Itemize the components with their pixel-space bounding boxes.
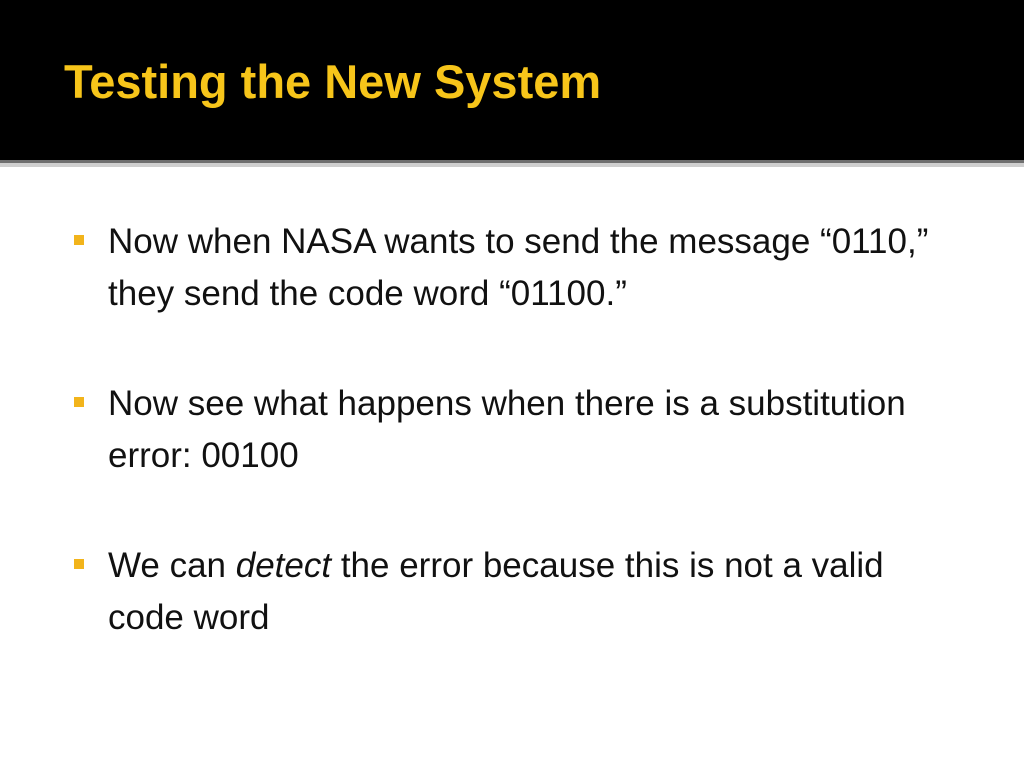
bullet-item-1 <box>74 216 964 320</box>
bullet-item-2 <box>74 378 964 482</box>
bullet-text-1: Now when NASA wants to send the message “0110,” they send the code word “01100.” <box>108 222 929 313</box>
bullet-text-3-after: the error because this is not a valid code word <box>108 546 884 637</box>
slide-title: Testing the New System <box>64 55 602 108</box>
bullet-list <box>74 216 964 702</box>
square-bullet-icon <box>74 559 84 569</box>
bullet-text-3-before: We can <box>108 546 236 585</box>
bullet-text-3 <box>108 546 884 637</box>
bullet-text-2: Now see what happens when there is a substitution error: 00100 <box>108 384 906 475</box>
square-bullet-icon <box>74 397 84 407</box>
square-bullet-icon <box>74 235 84 245</box>
title-divider-light <box>0 163 1024 167</box>
title-bar <box>0 0 1024 160</box>
bullet-text-3-emphasis: detect <box>235 546 332 585</box>
bullet-item-3 <box>74 540 964 644</box>
